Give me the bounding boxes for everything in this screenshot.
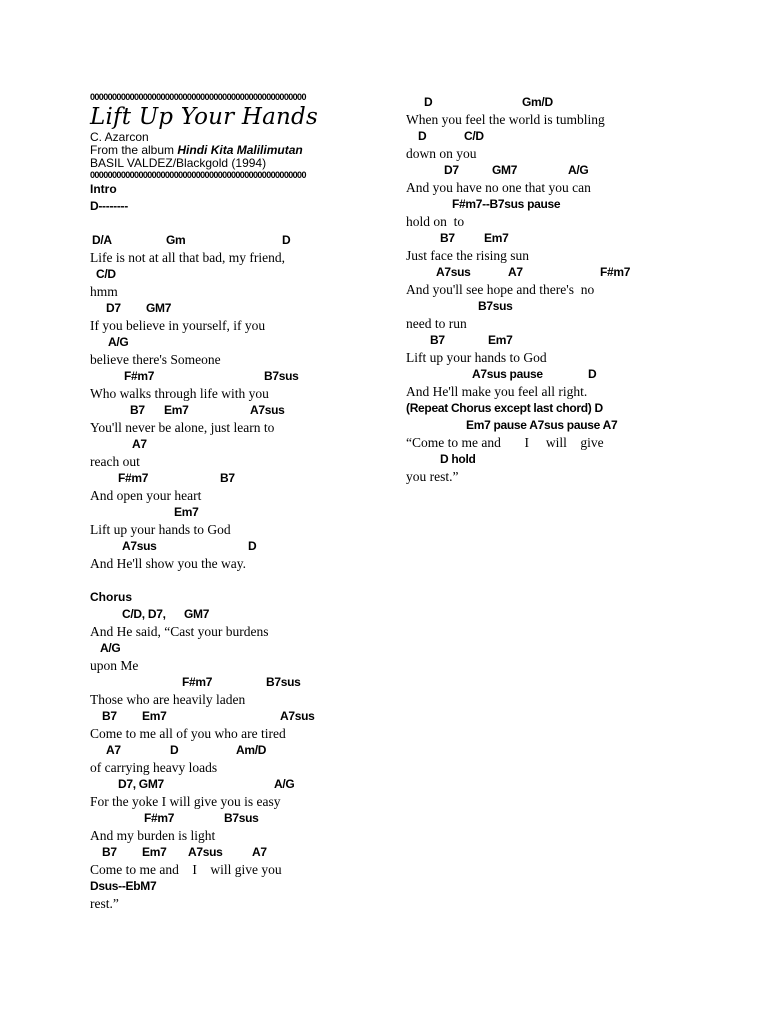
chord: B7 [430, 333, 445, 347]
chord: GM7 [184, 607, 210, 621]
song-title: Lift Up Your Hands [90, 104, 318, 130]
chord-line [406, 94, 746, 111]
lyric-line: If you believe in yourself, if you [90, 318, 266, 333]
lyric-line: Lift up your hands to God [406, 350, 547, 365]
chord: A/G [568, 163, 589, 177]
chord: B7 [102, 709, 117, 723]
lyric-line: You'll never be alone, just learn to [90, 420, 275, 435]
chord-line [90, 334, 390, 351]
chord: GM7 [492, 163, 518, 177]
chord: A7 [132, 437, 147, 451]
chord: F#m7 [124, 369, 155, 383]
chord: GM7 [146, 301, 172, 315]
chord-line [90, 844, 390, 861]
chord-line [90, 640, 390, 657]
chord: A7 [106, 743, 121, 757]
lyric-line: And open your heart [90, 488, 202, 503]
separator-top: 0000000000000000000000000000000000000000000000000 [90, 92, 306, 102]
chord: F#m7--B7sus pause [452, 197, 561, 211]
chord-line [90, 436, 390, 453]
chord: A7sus [280, 709, 315, 723]
chord: B7 [130, 403, 145, 417]
section-heading: Intro [90, 182, 117, 196]
chord-line [90, 470, 390, 487]
chord-line [90, 708, 390, 725]
lyric-line: hmm [90, 284, 118, 299]
chord-line [90, 878, 390, 895]
chord: F#m7 [144, 811, 175, 825]
chord: B7 [440, 231, 455, 245]
chord-line [406, 332, 746, 349]
left-song-body [90, 181, 390, 912]
chord: D [424, 95, 433, 109]
chord-line [406, 264, 746, 281]
chord: D/A [92, 233, 112, 247]
chord: A/G [100, 641, 121, 655]
chord: Dsus--EbM7 [90, 879, 157, 893]
chord-line [406, 451, 746, 468]
chord: Gm [166, 233, 186, 247]
chord: A7sus [250, 403, 285, 417]
lyric-line: And He'll show you the way. [90, 556, 247, 571]
chord-line [406, 162, 746, 179]
lyric-line: need to run [406, 316, 467, 331]
lyric-line: upon Me [90, 658, 139, 673]
chord-line [90, 300, 390, 317]
credits: BASIL VALDEZ/Blackgold (1994) [90, 156, 267, 170]
chord-line [90, 810, 390, 827]
lyric-line: Life is not at all that bad, my friend, [90, 250, 285, 265]
album-prefix: From the album [90, 143, 178, 157]
lyric-line: And you have no one that you can [406, 180, 591, 195]
chord: B7 [102, 845, 117, 859]
chord: A7sus pause [472, 367, 543, 381]
chord-line [406, 128, 746, 145]
chord: D7 [444, 163, 459, 177]
album-name: Hindi Kita Malilimutan [177, 143, 303, 157]
section-heading: Chorus [90, 590, 132, 604]
chord: (Repeat Chorus except last chord) D [406, 401, 603, 415]
lyric-line: down on you [406, 146, 477, 161]
blank-line [90, 215, 390, 232]
chord-line [90, 402, 390, 419]
author: C. Azarcon [90, 130, 149, 144]
chord: B7sus [224, 811, 259, 825]
lyric-line: Lift up your hands to God [90, 522, 231, 537]
chord: Em7 [142, 845, 167, 859]
lyric-line: “Come to me and I will give [406, 435, 604, 450]
chord-line [90, 198, 390, 215]
chord: F#m7 [600, 265, 631, 279]
chord: C/D [464, 129, 484, 143]
chord-line [90, 504, 390, 521]
lyric-line: Come to me and I will give you [90, 862, 282, 877]
chord-line [90, 232, 390, 249]
chord: A7sus [436, 265, 471, 279]
lyric-line: believe there's Someone [90, 352, 221, 367]
chord-line [406, 298, 746, 315]
lyric-line: Those who are heavily laden [90, 692, 246, 707]
right-column [406, 94, 746, 485]
chord: Am/D [236, 743, 267, 757]
lyric-line: hold on to [406, 214, 465, 229]
lyric-line: And He said, “Cast your burdens [90, 624, 269, 639]
chord-line [406, 196, 746, 213]
chord-line [90, 606, 390, 623]
chord: A7 [252, 845, 267, 859]
chord: F#m7 [118, 471, 149, 485]
chord: F#m7 [182, 675, 213, 689]
chord: Em7 [488, 333, 513, 347]
lyric-line: When you feel the world is tumbling [406, 112, 605, 127]
chord: B7sus [266, 675, 301, 689]
right-song-body [406, 94, 746, 485]
chord: D7, GM7 [118, 777, 164, 791]
chord: A7sus [122, 539, 157, 553]
chord: D hold [440, 452, 476, 466]
chord: Gm/D [522, 95, 553, 109]
chord: Em7 [142, 709, 167, 723]
chord-line [406, 366, 746, 383]
lyric-line: rest.” [90, 896, 119, 911]
chord: D [170, 743, 179, 757]
chord: A/G [274, 777, 295, 791]
chord-line [90, 742, 390, 759]
chord-line [90, 266, 390, 283]
chord: Em7 [484, 231, 509, 245]
lyric-line: Who walks through life with you [90, 386, 269, 401]
chord: A/G [108, 335, 129, 349]
separator-bottom: 0000000000000000000000000000000000000000000000000 [90, 170, 306, 180]
left-column [90, 92, 390, 912]
chord-line [90, 674, 390, 691]
chord-line [406, 400, 746, 417]
chord-line [406, 417, 746, 434]
chord: A7 [508, 265, 523, 279]
chord-line [90, 776, 390, 793]
chord-line [90, 368, 390, 385]
chord: C/D, D7, [122, 607, 166, 621]
lyric-line: And you'll see hope and there's no [406, 282, 595, 297]
chord: D [282, 233, 291, 247]
blank-line [90, 572, 390, 589]
lyric-line: And my burden is light [90, 828, 216, 843]
lyric-line: For the yoke I will give you is easy [90, 794, 281, 809]
chord: D7 [106, 301, 121, 315]
chord: Em7 [164, 403, 189, 417]
lyric-line: Just face the rising sun [406, 248, 529, 263]
lyric-line: you rest.” [406, 469, 459, 484]
chord: D [588, 367, 597, 381]
chord: B7 [220, 471, 235, 485]
chord: D [248, 539, 257, 553]
chord: B7sus [264, 369, 299, 383]
chord-line [406, 230, 746, 247]
chord: D-------- [90, 199, 128, 213]
chord: D [418, 129, 427, 143]
chord: A7sus [188, 845, 223, 859]
lyric-line: Come to me all of you who are tired [90, 726, 286, 741]
chord: B7sus [478, 299, 513, 313]
lyric-line: reach out [90, 454, 140, 469]
chord-line [90, 538, 390, 555]
chord: C/D [96, 267, 116, 281]
lyric-line: And He'll make you feel all right. [406, 384, 588, 399]
chord: Em7 [174, 505, 199, 519]
lyric-line: of carrying heavy loads [90, 760, 218, 775]
chord: Em7 pause A7sus pause A7 [466, 418, 618, 432]
